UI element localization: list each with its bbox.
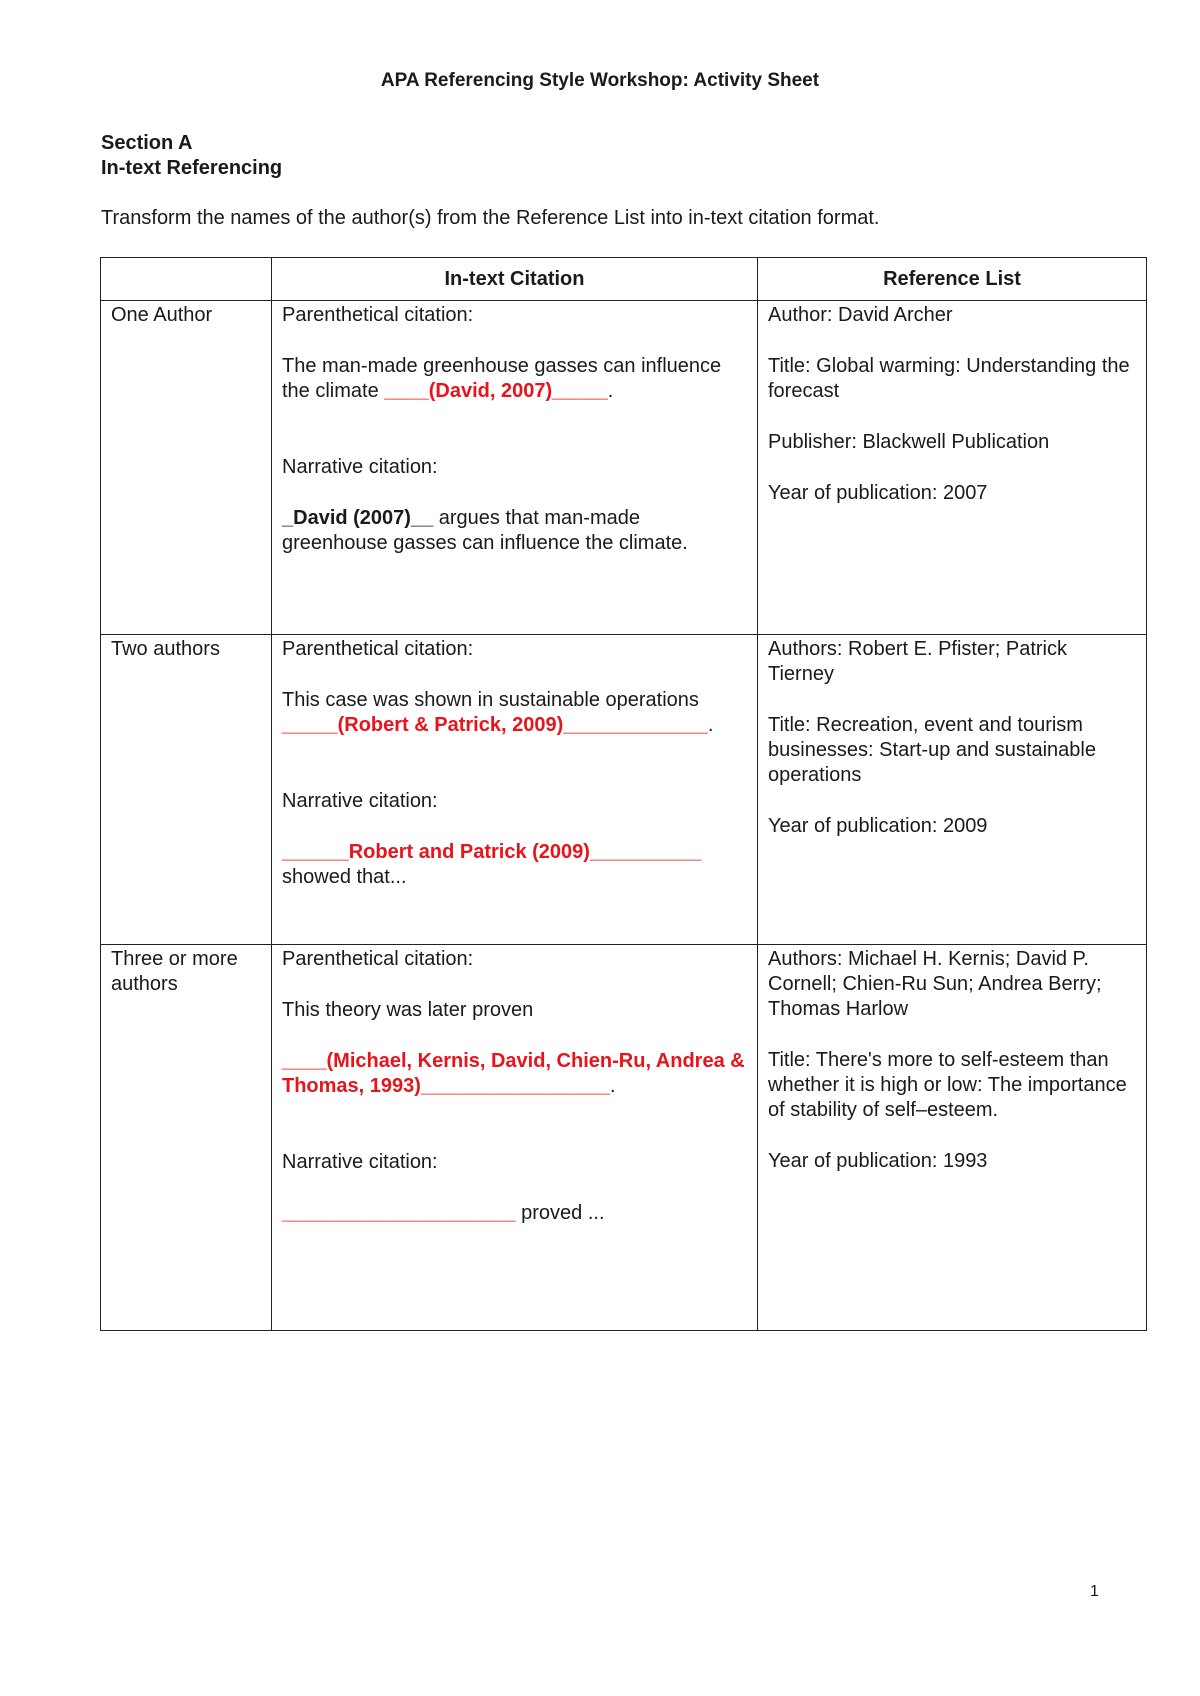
header-in-text-citation: In-text Citation xyxy=(272,258,758,301)
ref-year: Year of publication: 2009 xyxy=(768,815,988,837)
section-heading xyxy=(101,131,282,181)
parenthetical-label: Parenthetical citation: xyxy=(282,304,474,326)
parenthetical-sentence: This case was shown in sustainable operations _____(Robert & Patrick, 2009)_____________. xyxy=(282,689,714,736)
narrative-answer: _____________________ xyxy=(282,1202,516,1224)
table-header-row xyxy=(101,258,1147,301)
row-label: Two authors xyxy=(101,635,272,945)
row-label: Three or more authors xyxy=(101,945,272,1331)
narrative-label: Narrative citation: xyxy=(282,456,438,478)
parenthetical-answer: _____(Robert & Patrick, 2009)_____________ xyxy=(282,714,708,736)
page-title: APA Referencing Style Workshop: Activity Sheet xyxy=(380,70,820,91)
narrative-label: Narrative citation: xyxy=(282,1151,438,1173)
ref-year: Year of publication: 1993 xyxy=(768,1150,988,1172)
in-text-citation-cell xyxy=(272,945,758,1331)
narrative-sentence: _David (2007)__ argues that man-made greenhouse gasses can influence the climate. xyxy=(282,507,688,554)
parenthetical-answer: ____(Michael, Kernis, David, Chien-Ru, Andrea & Thomas, 1993)_________________ xyxy=(282,1050,745,1097)
ref-title: Title: Recreation, event and tourism businesses: Start-up and sustainable operations xyxy=(768,714,1096,786)
narrative-sentence: _____________________ proved ... xyxy=(282,1202,605,1224)
table-row xyxy=(101,945,1147,1331)
ref-title: Title: Global warming: Understanding the forecast xyxy=(768,355,1130,402)
narrative-sentence: ______Robert and Patrick (2009)__________ showed that... xyxy=(282,841,702,888)
reference-list-cell xyxy=(758,635,1147,945)
instruction-text: Transform the names of the author(s) from the Reference List into in-text citation format. xyxy=(101,207,880,229)
narrative-label: Narrative citation: xyxy=(282,790,438,812)
table-row xyxy=(101,301,1147,635)
parenthetical-sentence: This theory was later proven xyxy=(282,999,534,1021)
referencing-table xyxy=(100,257,1147,1331)
reference-list-cell xyxy=(758,301,1147,635)
ref-authors: Authors: Robert E. Pfister; Patrick Tierney xyxy=(768,638,1067,685)
page-number: 1 xyxy=(1090,1583,1099,1600)
reference-list-cell xyxy=(758,945,1147,1331)
ref-publisher: Publisher: Blackwell Publication xyxy=(768,431,1050,453)
ref-authors: Author: David Archer xyxy=(768,304,953,326)
section-label: Section A xyxy=(101,132,193,154)
in-text-citation-cell xyxy=(272,635,758,945)
ref-title: Title: There's more to self-esteem than whether it is high or low: The importance of stability of self–esteem. xyxy=(768,1049,1127,1121)
parenthetical-answer: ____(David, 2007)_____ xyxy=(384,380,608,402)
row-label: One Author xyxy=(101,301,272,635)
narrative-answer: _David (2007)__ xyxy=(282,507,434,529)
ref-authors: Authors: Michael H. Kernis; David P. Cornell; Chien-Ru Sun; Andrea Berry; Thomas Harlow xyxy=(768,948,1102,1020)
header-empty xyxy=(101,258,272,301)
parenthetical-sentence: The man-made greenhouse gasses can influence the climate ____(David, 2007)_____. xyxy=(282,355,722,402)
parenthetical-answer-line: ____(Michael, Kernis, David, Chien-Ru, Andrea & Thomas, 1993)_________________. xyxy=(282,1050,745,1097)
section-subtitle: In-text Referencing xyxy=(101,157,283,179)
parenthetical-label: Parenthetical citation: xyxy=(282,638,474,660)
in-text-citation-cell xyxy=(272,301,758,635)
parenthetical-label: Parenthetical citation: xyxy=(282,948,474,970)
ref-year: Year of publication: 2007 xyxy=(768,482,988,504)
header-reference-list: Reference List xyxy=(758,258,1147,301)
table-row xyxy=(101,635,1147,945)
narrative-answer: ______Robert and Patrick (2009)__________ xyxy=(282,841,702,863)
